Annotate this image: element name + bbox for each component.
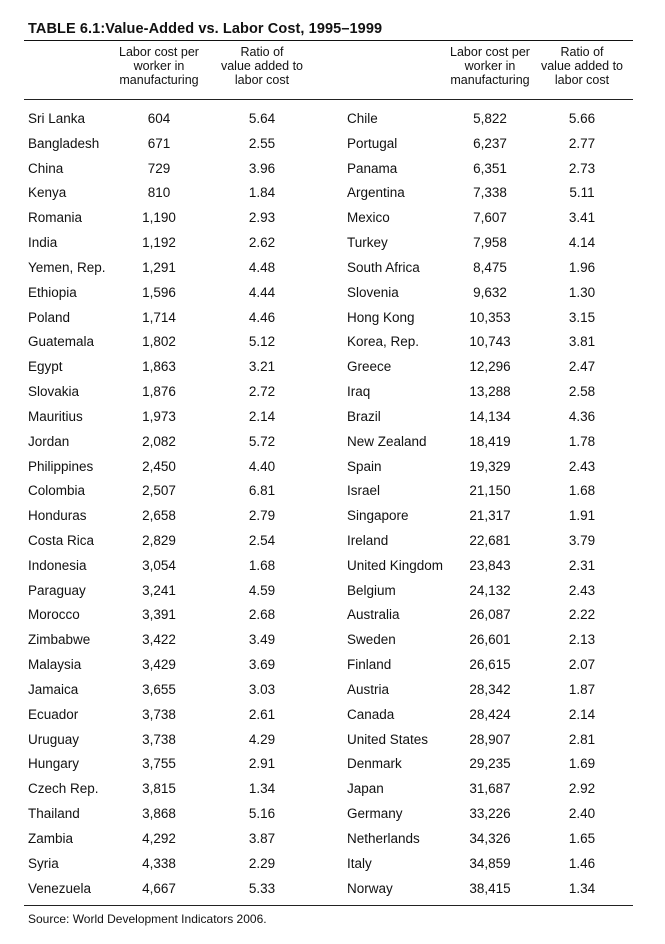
cell-ratio-2: 2.31: [568, 557, 596, 573]
cell-ratio-2: 2.43: [568, 582, 596, 598]
cell-labor-cost-2: 23,843: [469, 557, 511, 573]
cell-labor-cost: 3,755: [142, 756, 176, 772]
cell-ratio: 2.14: [248, 408, 276, 424]
cell-labor-cost-2: 38,415: [469, 880, 511, 896]
table-row: [24, 255, 633, 280]
cell-ratio: 5.72: [248, 433, 276, 449]
cell-labor-cost-2: 6,351: [473, 160, 507, 176]
table-row: [24, 503, 633, 528]
cell-labor-cost: 1,876: [142, 384, 176, 400]
cell-labor-cost-2: 10,353: [469, 309, 511, 325]
cell-labor-cost-2: 9,632: [473, 284, 507, 300]
table-row: [24, 578, 633, 603]
cell-ratio-2: 2.58: [568, 384, 596, 400]
cell-ratio: 2.68: [248, 607, 276, 623]
cell-labor-cost-2: 26,615: [469, 657, 511, 673]
cell-ratio-2: 1.65: [568, 830, 596, 846]
cell-labor-cost: 3,815: [142, 781, 176, 797]
cell-ratio: 1.84: [248, 185, 276, 201]
cell-labor-cost: 1,863: [142, 359, 176, 375]
cell-ratio: 3.87: [248, 830, 276, 846]
cell-country: Indonesia: [28, 557, 87, 573]
table-row: [24, 478, 633, 503]
cell-ratio: 3.69: [248, 657, 276, 673]
cell-labor-cost-2: 28,907: [469, 731, 511, 747]
table-row: [24, 752, 633, 777]
cell-labor-cost-2: 19,329: [469, 458, 511, 474]
cell-labor-cost-2: 21,317: [469, 508, 511, 524]
cell-country: China: [28, 160, 64, 176]
cell-labor-cost-2: 34,859: [469, 855, 511, 871]
cell-country: Syria: [28, 855, 59, 871]
table-row: [24, 553, 633, 578]
cell-ratio: 2.91: [248, 756, 276, 772]
cell-country-2: Finland: [347, 657, 392, 673]
cell-ratio: 2.61: [248, 706, 276, 722]
cell-labor-cost-2: 31,687: [469, 781, 511, 797]
table-row: [24, 652, 633, 677]
table-figure: [24, 18, 633, 926]
table-row: [24, 776, 633, 801]
cell-labor-cost: 1,190: [142, 210, 176, 226]
cell-country: Guatemala: [28, 334, 95, 350]
cell-labor-cost-2: 22,681: [469, 532, 511, 548]
cell-country-2: Mexico: [347, 210, 390, 226]
header-country-2: [320, 41, 449, 99]
cell-labor-cost: 2,658: [142, 508, 176, 524]
cell-labor-cost: 1,596: [142, 284, 176, 300]
cell-ratio: 4.46: [248, 309, 276, 325]
cell-country: Poland: [28, 309, 71, 325]
table-body: [24, 100, 633, 905]
cell-ratio-2: 2.77: [568, 135, 596, 151]
cell-country: Thailand: [28, 806, 80, 822]
cell-country-2: United States: [347, 731, 429, 747]
table-row: [24, 131, 633, 156]
cell-ratio: 2.62: [248, 235, 276, 251]
table-row: [24, 354, 633, 379]
cell-labor-cost-2: 7,958: [473, 235, 507, 251]
cell-country: Jamaica: [28, 681, 79, 697]
cell-country: Paraguay: [28, 582, 86, 598]
cell-ratio-2: 4.36: [568, 408, 596, 424]
table-row: [24, 230, 633, 255]
cell-ratio-2: 1.34: [568, 880, 596, 896]
cell-ratio-2: 5.66: [568, 110, 596, 126]
cell-labor-cost-2: 33,226: [469, 806, 511, 822]
cell-labor-cost-2: 24,132: [469, 582, 511, 598]
cell-ratio: 2.54: [248, 532, 276, 548]
cell-ratio: 5.16: [248, 806, 276, 822]
cell-labor-cost-2: 6,237: [473, 135, 507, 151]
cell-ratio: 6.81: [248, 483, 276, 499]
cell-labor-cost: 3,391: [142, 607, 176, 623]
cell-labor-cost: 1,973: [142, 408, 176, 424]
cell-labor-cost: 3,429: [142, 657, 176, 673]
cell-country-2: Argentina: [347, 185, 405, 201]
cell-country-2: Belgium: [347, 582, 396, 598]
cell-country: Bangladesh: [28, 135, 100, 151]
cell-labor-cost-2: 29,235: [469, 756, 511, 772]
cell-country: Sri Lanka: [28, 110, 86, 126]
table-row: [24, 429, 633, 454]
cell-labor-cost-2: 28,342: [469, 681, 511, 697]
cell-labor-cost: 3,054: [142, 557, 176, 573]
table-row: [24, 180, 633, 205]
table-row: [24, 280, 633, 305]
cell-labor-cost: 729: [147, 160, 171, 176]
cell-country-2: South Africa: [347, 259, 420, 275]
cell-ratio-2: 3.15: [568, 309, 596, 325]
source-note: Source: World Development Indicators 2006.: [28, 911, 267, 926]
cell-country: Slovakia: [28, 384, 80, 400]
cell-ratio: 2.29: [248, 855, 276, 871]
cell-country-2: Italy: [347, 855, 372, 871]
table-row: [24, 156, 633, 181]
cell-ratio: 3.96: [248, 160, 276, 176]
cell-country-2: Canada: [347, 706, 395, 722]
cell-country: Colombia: [28, 483, 86, 499]
cell-ratio-2: 1.46: [568, 855, 596, 871]
cell-country-2: United Kingdom: [347, 557, 444, 573]
cell-ratio-2: 2.73: [568, 160, 596, 176]
cell-labor-cost: 3,868: [142, 806, 176, 822]
cell-labor-cost-2: 14,134: [469, 408, 511, 424]
cell-ratio-2: 5.11: [569, 185, 595, 201]
cell-country-2: Singapore: [347, 508, 409, 524]
cell-ratio-2: 1.91: [568, 508, 596, 524]
cell-country-2: Australia: [347, 607, 400, 623]
cell-country: Venezuela: [28, 880, 92, 896]
cell-labor-cost-2: 8,475: [473, 259, 507, 275]
cell-country-2: New Zealand: [347, 433, 427, 449]
cell-country: Zambia: [28, 830, 74, 846]
table-row: [24, 528, 633, 553]
table-row: [24, 851, 633, 876]
cell-ratio-2: 2.47: [568, 359, 596, 375]
cell-labor-cost-2: 12,296: [469, 359, 511, 375]
cell-ratio-2: 4.14: [568, 235, 596, 251]
cell-country: Ecuador: [28, 706, 79, 722]
cell-ratio: 4.48: [248, 259, 276, 275]
cell-labor-cost-2: 10,743: [469, 334, 511, 350]
cell-labor-cost: 1,291: [142, 259, 176, 275]
cell-labor-cost-2: 21,150: [469, 483, 511, 499]
cell-labor-cost-2: 7,338: [473, 185, 507, 201]
cell-ratio-2: 3.81: [568, 334, 596, 350]
cell-labor-cost: 1,192: [142, 235, 176, 251]
cell-country: Morocco: [28, 607, 80, 623]
table-row: [24, 876, 633, 901]
cell-ratio: 4.29: [248, 731, 276, 747]
table-row: [24, 329, 633, 354]
cell-ratio-2: 2.81: [568, 731, 596, 747]
table-row: [24, 677, 633, 702]
cell-ratio-2: 3.41: [568, 210, 596, 226]
header-ratio: Ratio of value added to labor cost: [220, 45, 303, 87]
cell-labor-cost-2: 26,087: [469, 607, 511, 623]
table-row: [24, 727, 633, 752]
cell-labor-cost: 3,655: [142, 681, 176, 697]
cell-country-2: Brazil: [347, 408, 381, 424]
cell-country: India: [28, 235, 58, 251]
cell-labor-cost-2: 18,419: [469, 433, 511, 449]
cell-country-2: Panama: [347, 160, 398, 176]
cell-ratio: 1.34: [248, 781, 276, 797]
table-row: [24, 305, 633, 330]
cell-ratio: 1.68: [248, 557, 276, 573]
header-country: [24, 41, 114, 99]
cell-ratio-2: 1.96: [568, 259, 596, 275]
cell-labor-cost: 671: [147, 135, 171, 151]
cell-ratio: 3.49: [248, 632, 276, 648]
cell-ratio-2: 2.14: [568, 706, 596, 722]
cell-ratio-2: 3.79: [568, 532, 596, 548]
cell-country: Ethiopia: [28, 284, 77, 300]
cell-labor-cost-2: 5,822: [473, 110, 507, 126]
cell-country-2: Denmark: [347, 756, 402, 772]
header-labor-cost-2: Labor cost per worker in manufacturing: [450, 45, 530, 87]
cell-country: Czech Rep.: [28, 781, 99, 797]
cell-country: Malaysia: [28, 657, 82, 673]
table-row: [24, 801, 633, 826]
cell-country-2: Austria: [347, 681, 390, 697]
cell-labor-cost-2: 28,424: [469, 706, 511, 722]
table-row: [24, 205, 633, 230]
cell-ratio: 2.93: [248, 210, 276, 226]
cell-country: Honduras: [28, 508, 87, 524]
header-labor-cost: Labor cost per worker in manufacturing: [119, 45, 199, 87]
cell-ratio: 5.33: [248, 880, 276, 896]
cell-ratio: 5.12: [248, 334, 276, 350]
cell-labor-cost: 3,738: [142, 731, 176, 747]
cell-country-2: Korea, Rep.: [347, 334, 420, 350]
cell-labor-cost-2: 26,601: [469, 632, 511, 648]
cell-ratio: 2.55: [248, 135, 276, 151]
cell-country: Kenya: [28, 185, 67, 201]
cell-labor-cost-2: 34,326: [469, 830, 511, 846]
cell-labor-cost: 1,714: [142, 309, 176, 325]
table-row: [24, 627, 633, 652]
header-ratio-2: Ratio of value added to labor cost: [540, 45, 623, 87]
cell-labor-cost: 2,829: [142, 532, 176, 548]
table-title: TABLE 6.1:Value-Added vs. Labor Cost, 1995–1999: [28, 21, 383, 37]
cell-country: Hungary: [28, 756, 80, 772]
cell-country-2: Hong Kong: [347, 309, 415, 325]
cell-country: Egypt: [28, 359, 63, 375]
cell-ratio-2: 1.68: [568, 483, 596, 499]
cell-ratio-2: 1.78: [568, 433, 596, 449]
table-row: [24, 702, 633, 727]
table-row: [24, 603, 633, 628]
cell-country: Uruguay: [28, 731, 80, 747]
cell-country-2: Japan: [347, 781, 384, 797]
cell-labor-cost: 604: [147, 110, 171, 126]
cell-country: Mauritius: [28, 408, 83, 424]
cell-country-2: Norway: [347, 880, 393, 896]
cell-country: Romania: [28, 210, 83, 226]
table-row: [24, 379, 633, 404]
cell-ratio-2: 2.07: [568, 657, 596, 673]
cell-country: Philippines: [28, 458, 94, 474]
cell-country-2: Portugal: [347, 135, 398, 151]
cell-ratio-2: 2.43: [568, 458, 596, 474]
cell-ratio-2: 1.69: [568, 756, 596, 772]
cell-labor-cost: 4,292: [142, 830, 176, 846]
table-header: [24, 41, 633, 99]
cell-ratio: 4.44: [248, 284, 276, 300]
table-row: [24, 826, 633, 851]
cell-labor-cost: 2,450: [142, 458, 176, 474]
cell-ratio: 5.64: [248, 110, 276, 126]
cell-country-2: Greece: [347, 359, 392, 375]
cell-ratio-2: 1.87: [568, 681, 596, 697]
cell-labor-cost-2: 7,607: [473, 210, 507, 226]
cell-country: Yemen, Rep.: [28, 259, 106, 275]
cell-country: Jordan: [28, 433, 70, 449]
cell-ratio-2: 2.22: [568, 607, 596, 623]
cell-ratio: 4.40: [248, 458, 276, 474]
cell-country: Zimbabwe: [28, 632, 91, 648]
cell-labor-cost: 3,738: [142, 706, 176, 722]
cell-labor-cost: 4,338: [142, 855, 176, 871]
cell-ratio-2: 1.30: [568, 284, 596, 300]
cell-labor-cost: 810: [147, 185, 171, 201]
table-row: [24, 404, 633, 429]
cell-labor-cost: 2,507: [142, 483, 176, 499]
cell-country: Costa Rica: [28, 532, 95, 548]
cell-labor-cost: 4,667: [142, 880, 176, 896]
cell-ratio: 3.21: [248, 359, 276, 375]
cell-labor-cost: 1,802: [142, 334, 176, 350]
cell-ratio: 4.59: [248, 582, 276, 598]
cell-country-2: Ireland: [347, 532, 389, 548]
cell-country-2: Spain: [347, 458, 382, 474]
cell-country-2: Netherlands: [347, 830, 420, 846]
cell-country-2: Israel: [347, 483, 381, 499]
cell-country-2: Iraq: [347, 384, 371, 400]
cell-ratio: 3.03: [248, 681, 276, 697]
cell-country-2: Sweden: [347, 632, 396, 648]
table-row: [24, 106, 633, 131]
cell-country-2: Chile: [347, 110, 378, 126]
cell-labor-cost-2: 13,288: [469, 384, 511, 400]
cell-labor-cost: 3,241: [142, 582, 176, 598]
cell-country-2: Slovenia: [347, 284, 399, 300]
cell-country-2: Turkey: [347, 235, 388, 251]
cell-country-2: Germany: [347, 806, 403, 822]
cell-ratio-2: 2.13: [568, 632, 596, 648]
cell-ratio-2: 2.92: [568, 781, 596, 797]
cell-labor-cost: 3,422: [142, 632, 176, 648]
table-row: [24, 454, 633, 479]
cell-ratio: 2.79: [248, 508, 276, 524]
cell-labor-cost: 2,082: [142, 433, 176, 449]
cell-ratio: 2.72: [248, 384, 276, 400]
cell-ratio-2: 2.40: [568, 806, 596, 822]
